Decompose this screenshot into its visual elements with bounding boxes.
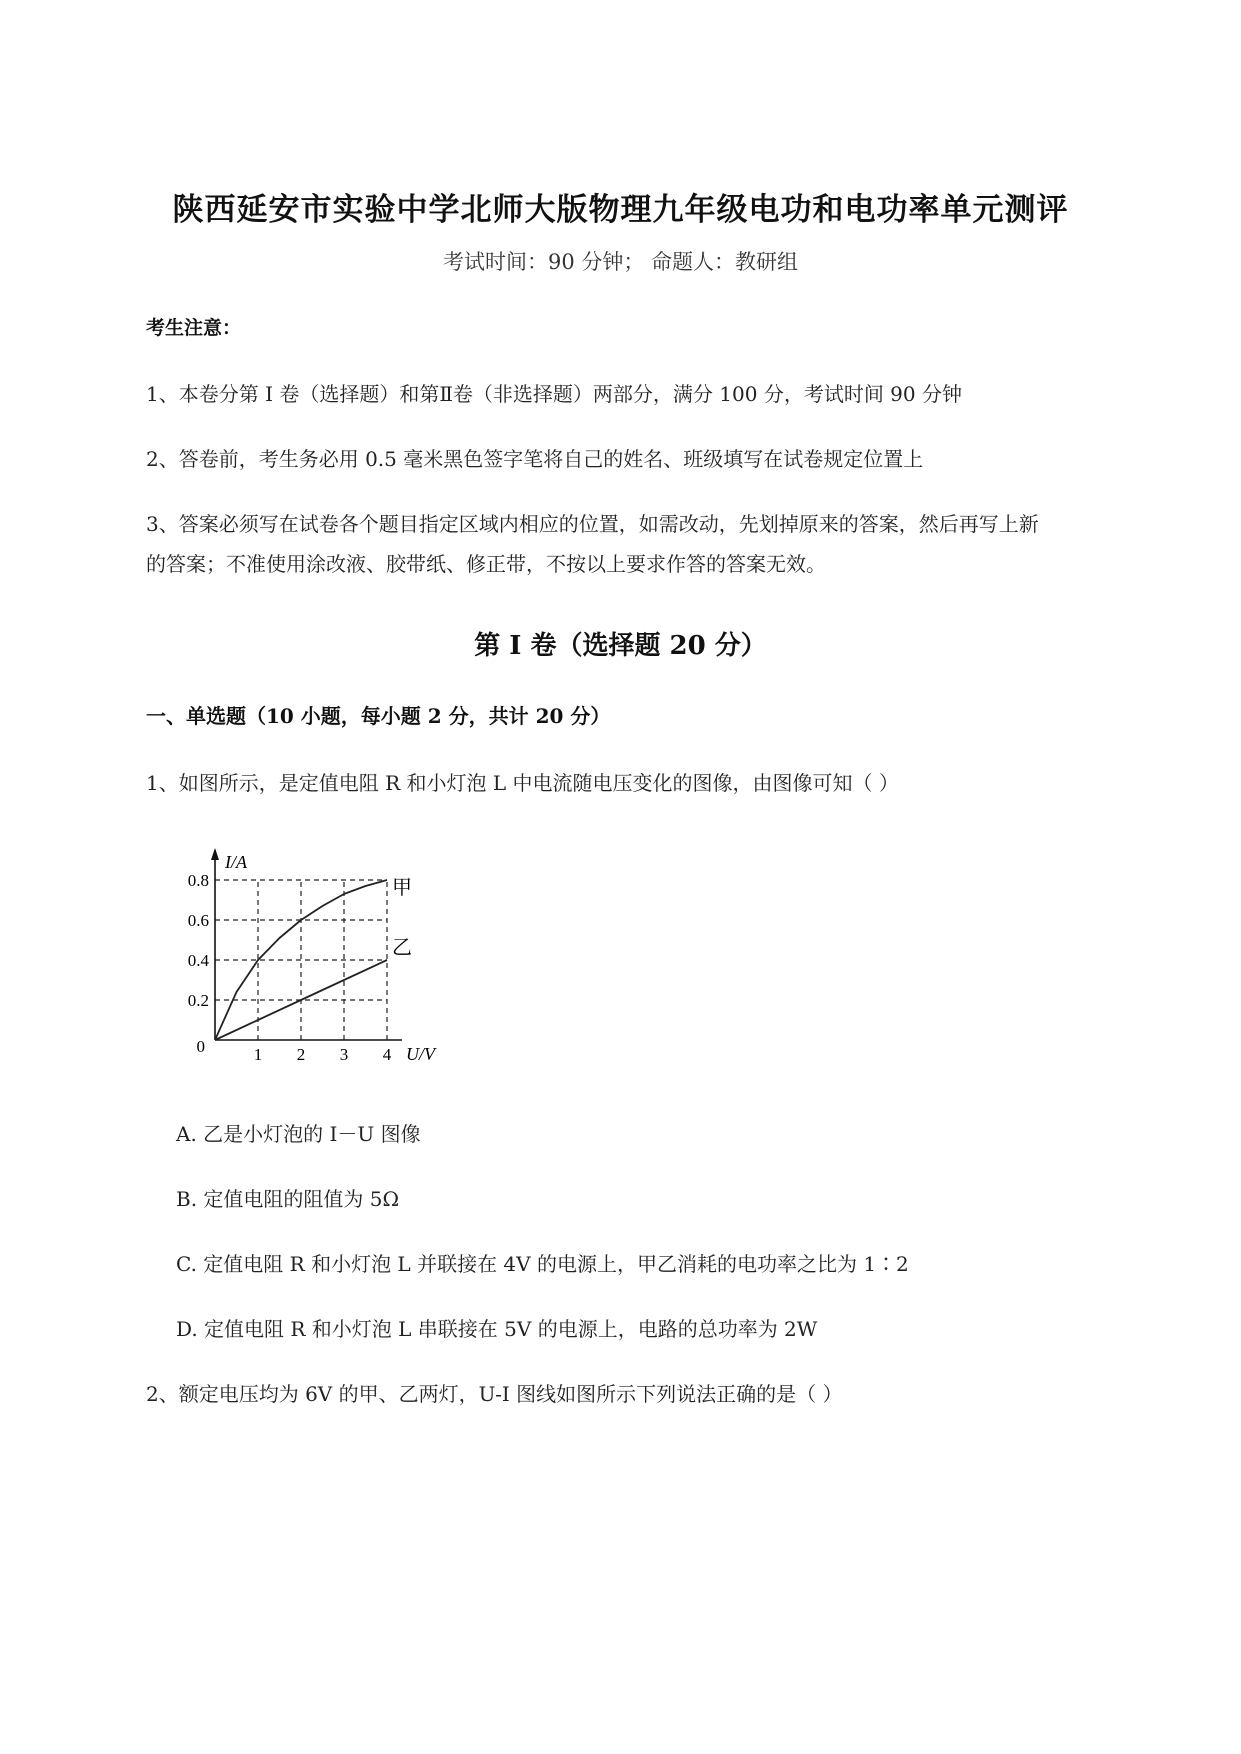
notice-item-3-continued: 的答案；不准使用涂改液、胶带纸、修正带，不按以上要求作答的答案无效。 — [146, 552, 826, 576]
x-tick-label: 4 — [382, 1045, 392, 1064]
question-2-stem: 2、额定电压均为 6V 的甲、乙两灯，U-I 图线如图所示下列说法正确的是（ ） — [146, 1382, 843, 1406]
subsection-title: 一、单选题（10 小题，每小题 2 分，共计 20 分） — [146, 704, 611, 728]
notice-heading: 考生注意： — [146, 317, 242, 339]
series-label-1: 甲 — [392, 875, 412, 899]
notice-item-2: 2、答卷前，考生务必用 0.5 毫米黑色签字笔将自己的姓名、班级填写在试卷规定位置上 — [146, 447, 924, 471]
document-title: 陕西延安市实验中学北师大版物理九年级电功和电功率单元测评 — [172, 192, 1069, 228]
x-tick-label: 3 — [339, 1045, 349, 1064]
y-axis-arrow — [211, 848, 219, 860]
origin-label: 0 — [196, 1037, 205, 1056]
notice-item-3: 3、答案必须写在试卷各个题目指定区域内相应的位置，如需改动，先划掉原来的答案，然后再写上新 — [146, 512, 1039, 536]
iu-chart — [170, 840, 460, 1075]
chart-svg — [170, 840, 460, 1075]
chart-labels — [188, 852, 437, 1064]
y-tick-label: 0.8 — [187, 871, 209, 890]
y-tick-label: 0.4 — [187, 951, 209, 970]
series-label-2: 乙 — [392, 935, 412, 959]
chart-axes — [211, 848, 402, 1040]
y-tick-label: 0.2 — [187, 991, 209, 1010]
y-axis-label: I/A — [225, 852, 247, 872]
question-1-option-b[interactable]: B. 定值电阻的阻值为 5Ω — [176, 1187, 400, 1211]
notice-item-1: 1、本卷分第 I 卷（选择题）和第Ⅱ卷（非选择题）两部分，满分 100 分，考试时间 90 分钟 — [146, 382, 962, 406]
question-1-option-a[interactable]: A. 乙是小灯泡的 I－U 图像 — [176, 1122, 421, 1146]
question-1-option-c[interactable]: C. 定值电阻 R 和小灯泡 L 并联接在 4V 的电源上，甲乙消耗的电功率之比为 1∶2 — [176, 1252, 909, 1276]
x-axis-label: U/V — [406, 1044, 435, 1064]
y-tick-label: 0.6 — [187, 911, 209, 930]
exam-info: 考试时间：90 分钟； 命题人：教研组 — [442, 250, 799, 274]
question-1-option-d[interactable]: D. 定值电阻 R 和小灯泡 L 串联接在 5V 的电源上，电路的总功率为 2W — [176, 1317, 818, 1341]
chart-grid — [215, 880, 387, 1040]
x-tick-label: 1 — [253, 1045, 263, 1064]
section-title: 第 I 卷（选择题 20 分） — [474, 631, 767, 661]
x-tick-label: 2 — [296, 1045, 306, 1064]
question-1-stem: 1、如图所示，是定值电阻 R 和小灯泡 L 中电流随电压变化的图像，由图像可知（ ） — [146, 771, 899, 795]
